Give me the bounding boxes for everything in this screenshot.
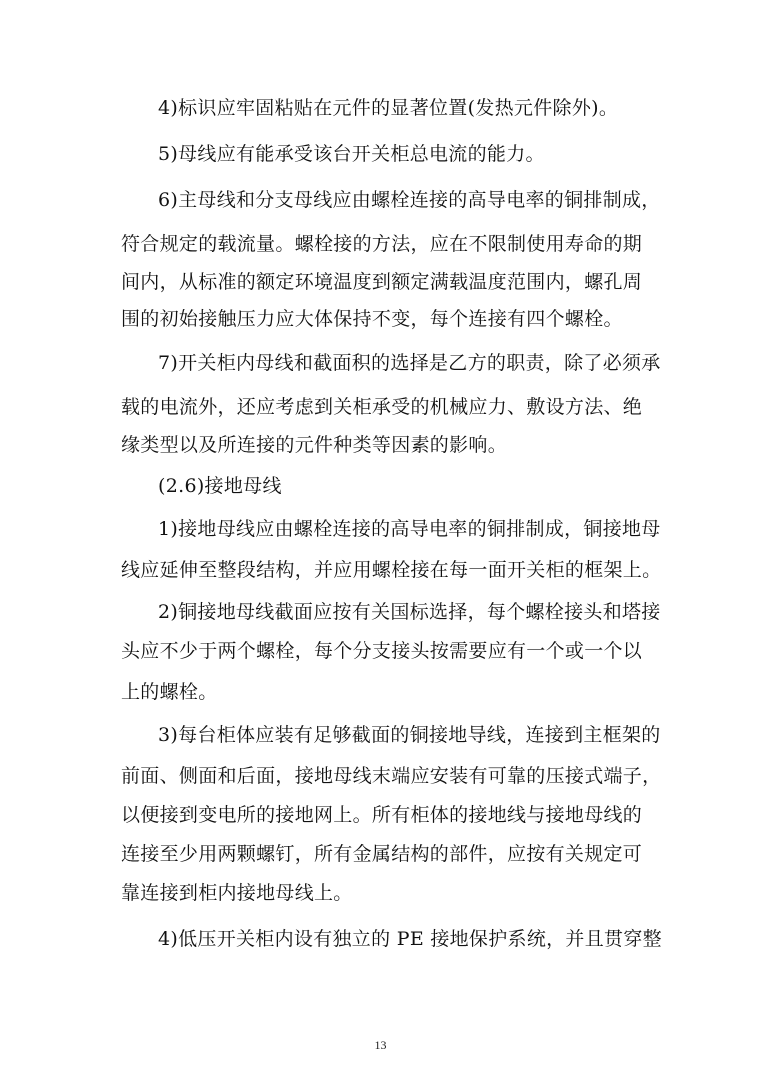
text-line-5: 间内，从标准的额定环境温度到额定满载温度范围内，螺孔周 <box>121 271 643 293</box>
text-line-21: 4)低压开关柜内设有独立的 PE 接地保护系统，并且贯穿整 <box>158 928 662 950</box>
text-line-12: 线应延伸至整段结构，并应用螺栓接在每一面开关柜的框架上。 <box>121 559 662 581</box>
text-line-13: 2)铜接地母线截面应按有关国标选择，每个螺栓接头和塔接 <box>158 601 661 623</box>
page-number: 13 <box>374 1038 387 1052</box>
text-line-16: 3)每台柜体应装有足够截面的铜接地导线，连接到主框架的 <box>158 724 661 746</box>
text-line-17: 前面、侧面和后面，接地母线末端应安装有可靠的压接式端子， <box>121 765 662 787</box>
text-line-1: 4)标识应牢固粘贴在元件的显著位置(发热元件除外)。 <box>158 97 619 119</box>
text-line-11: 1)接地母线应由螺栓连接的高导电率的铜排制成，铜接地母 <box>158 518 661 540</box>
text-line-14: 头应不少于两个螺栓，每个分支接头按需要应有一个或一个以 <box>121 640 643 662</box>
text-line-15: 上的螺栓。 <box>121 681 218 703</box>
text-line-8: 载的电流外，还应考虑到关柜承受的机械应力、敷设方法、绝 <box>121 396 643 418</box>
text-line-18: 以便接到变电所的接地网上。所有柜体的接地线与接地母线的 <box>121 804 643 826</box>
text-line-2: 5)母线应有能承受该台开关柜总电流的能力。 <box>158 143 545 165</box>
text-line-3: 6)主母线和分支母线应由螺栓连接的高导电率的铜排制成， <box>158 189 661 211</box>
text-line-9: 缘类型以及所连接的元件种类等因素的影响。 <box>121 434 508 456</box>
section-heading: (2.6)接地母线 <box>158 475 282 497</box>
text-line-7: 7)开关柜内母线和截面积的选择是乙方的职责，除了必须承 <box>158 352 661 374</box>
text-line-4: 符合规定的载流量。螺栓接的方法，应在不限制使用寿命的期 <box>121 233 643 255</box>
text-line-6: 围的初始接触压力应大体保持不变，每个连接有四个螺栓。 <box>121 308 623 330</box>
text-line-20: 靠连接到柜内接地母线上。 <box>121 882 353 904</box>
text-line-19: 连接至少用两颗螺钉，所有金属结构的部件，应按有关规定可 <box>121 843 643 865</box>
